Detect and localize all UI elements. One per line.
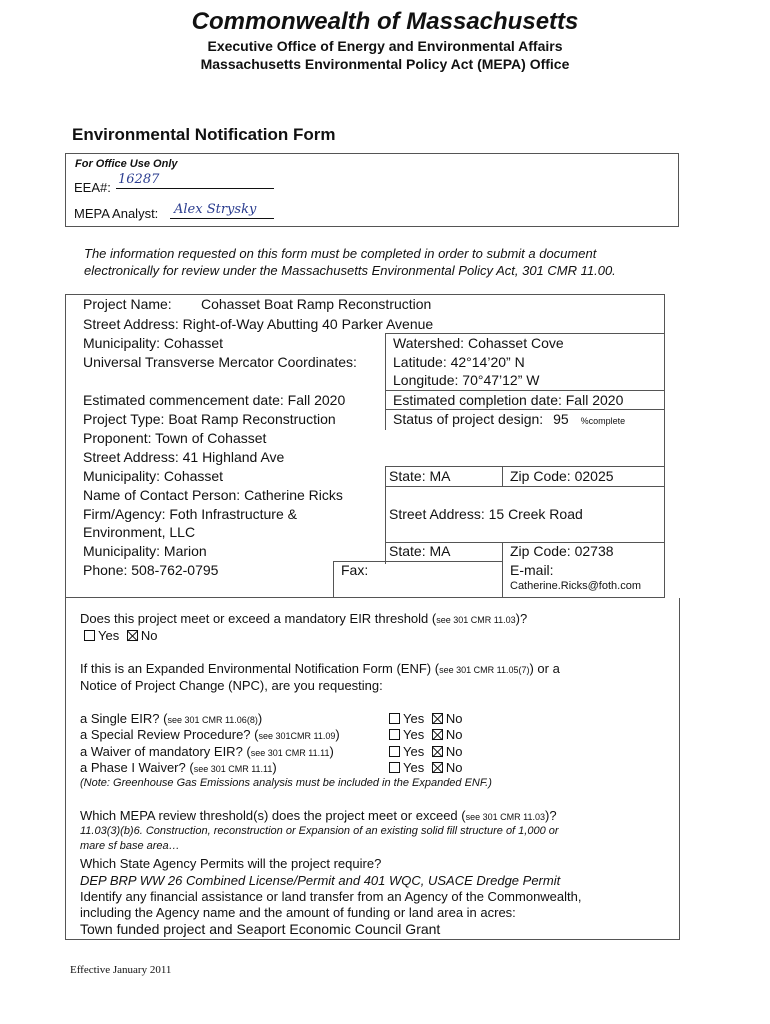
eir-threshold-question: Does this project meet or exceed a mandatory EIR threshold (see 301 CMR 11.03)? [80, 611, 528, 626]
proponent-state: State: MA [389, 468, 451, 484]
phase-waiver-answer: Yes No [389, 760, 462, 775]
office-name: Executive Office of Energy and Environmental Affairs [207, 38, 563, 54]
completion-date: Estimated completion date: Fall 2020 [393, 392, 624, 408]
project-name-label: Project Name: [83, 296, 172, 312]
special-review-no-checkbox[interactable] [432, 729, 443, 740]
firm-street: Street Address: 15 Creek Road [389, 506, 583, 522]
commencement-date: Estimated commencement date: Fall 2020 [83, 392, 346, 408]
eea-label: EEA#: [74, 180, 111, 195]
office-use-label: For Office Use Only [75, 158, 178, 170]
waiver-yes-checkbox[interactable] [389, 746, 400, 757]
project-name[interactable]: Cohasset Boat Ramp Reconstruction [201, 296, 432, 312]
form-title: Environmental Notification Form [72, 125, 336, 144]
divider [333, 561, 334, 598]
firm-state: State: MA [389, 543, 451, 559]
waiver-no-checkbox[interactable] [432, 746, 443, 757]
analyst-label: MEPA Analyst: [74, 206, 159, 221]
divider [385, 466, 386, 564]
email-label: E-mail: [510, 562, 554, 578]
contact-person: Name of Contact Person: Catherine Ricks [83, 487, 343, 503]
rule [385, 486, 665, 487]
email-value[interactable]: Catherine.Ricks@foth.com [510, 580, 641, 592]
phase-waiver-yes-checkbox[interactable] [389, 762, 400, 773]
eir-threshold-answer: Yes No [84, 628, 157, 643]
project-municipality: Municipality: Cohasset [83, 335, 224, 351]
phase-waiver-question: a Phase I Waiver? (see 301 CMR 11.11) [80, 760, 277, 775]
divider [502, 542, 503, 598]
proponent-municipality: Municipality: Cohasset [83, 468, 224, 484]
single-eir-yes-checkbox[interactable] [389, 713, 400, 724]
enf-question-line-2: Notice of Project Change (NPC), are you requesting: [80, 678, 383, 693]
design-status-label: Status of project design: [393, 411, 544, 427]
phone: Phone: 508-762-0795 [83, 562, 219, 578]
divider [502, 466, 503, 486]
phase-waiver-no-checkbox[interactable] [432, 762, 443, 773]
special-review-question: a Special Review Procedure? (see 301CMR 11.09) [80, 727, 340, 742]
design-status-unit: %complete [580, 416, 626, 426]
threshold-answer-line-1: 11.03(3)(b)6. Construction, reconstruction or Expansion of an existing solid fill structure of 1,000 or [80, 825, 559, 837]
special-review-yes-checkbox[interactable] [389, 729, 400, 740]
firm-line-1: Firm/Agency: Foth Infrastructure & [83, 506, 297, 522]
effective-date-footer: Effective January 2011 [70, 964, 172, 976]
analyst-value: Alex Strysky [174, 202, 257, 217]
waiver-question: a Waiver of mandatory EIR? (see 301 CMR 11.11) [80, 744, 334, 759]
permits-answer: DEP BRP WW 26 Combined License/Permit and 401 WQC, USACE Dredge Permit [80, 873, 561, 888]
project-street: Street Address: Right-of-Way Abutting 40 Parker Avenue [83, 316, 434, 332]
permits-question: Which State Agency Permits will the project require? [80, 856, 382, 871]
firm-line-2: Environment, LLC [83, 524, 196, 540]
eir-no-checkbox[interactable] [127, 630, 138, 641]
eea-value: 16287 [118, 172, 160, 187]
design-status-value: 95 [553, 411, 569, 427]
intro-line-1: The information requested on this form must be completed in order to submit a document [84, 246, 597, 261]
enf-question-line-1: If this is an Expanded Environmental Notification Form (ENF) (see 301 CMR 11.05(7)) or a [80, 661, 560, 676]
threshold-answer-line-2: mare sf base area… [80, 840, 180, 852]
eir-yes-checkbox[interactable] [84, 630, 95, 641]
single-eir-answer: Yes No [389, 711, 462, 726]
proponent-street: Street Address: 41 Highland Ave [83, 449, 285, 465]
single-eir-no-checkbox[interactable] [432, 713, 443, 724]
rule [385, 333, 665, 334]
utm-label: Universal Transverse Mercator Coordinates: [83, 354, 357, 370]
mepa-office-name: Massachusetts Environmental Policy Act (MEPA) Office [200, 56, 570, 72]
firm-municipality: Municipality: Marion [83, 543, 207, 559]
latitude: Latitude: 42°14’20” N [393, 354, 525, 370]
threshold-question: Which MEPA review threshold(s) does the project meet or exceed (see 301 CMR 11.03)? [80, 808, 557, 823]
intro-line-2: electronically for review under the Massachusetts Environmental Policy Act, 301 CMR 11.00. [84, 263, 616, 278]
assistance-question-line-2: including the Agency name and the amount of funding or land area in acres: [80, 905, 516, 920]
divider [385, 333, 386, 430]
rule [385, 390, 665, 391]
proponent: Proponent: Town of Cohasset [83, 430, 267, 446]
single-eir-question: a Single EIR? (see 301 CMR 11.06(8)) [80, 711, 263, 726]
longitude: Longitude: 70°47’12” W [393, 372, 540, 388]
ghg-note: (Note: Greenhouse Gas Emissions analysis must be included in the Expanded ENF.) [80, 777, 492, 789]
project-type: Project Type: Boat Ramp Reconstruction [83, 411, 336, 427]
waiver-answer: Yes No [389, 744, 462, 759]
project-watershed: Watershed: Cohasset Cove [393, 335, 564, 351]
assistance-question-line-1: Identify any financial assistance or land transfer from an Agency of the Commonwealth, [80, 889, 582, 904]
document-title: Commonwealth of Massachusetts [191, 8, 579, 35]
assistance-answer: Town funded project and Seaport Economic Council Grant [80, 921, 441, 937]
rule [385, 409, 665, 410]
proponent-zip: Zip Code: 02025 [510, 468, 614, 484]
firm-zip: Zip Code: 02738 [510, 543, 614, 559]
analyst-field[interactable] [170, 202, 274, 219]
special-review-answer: Yes No [389, 727, 462, 742]
rule [385, 466, 665, 467]
fax-label: Fax: [341, 562, 369, 578]
eea-field[interactable] [116, 174, 274, 189]
design-status [393, 411, 625, 427]
